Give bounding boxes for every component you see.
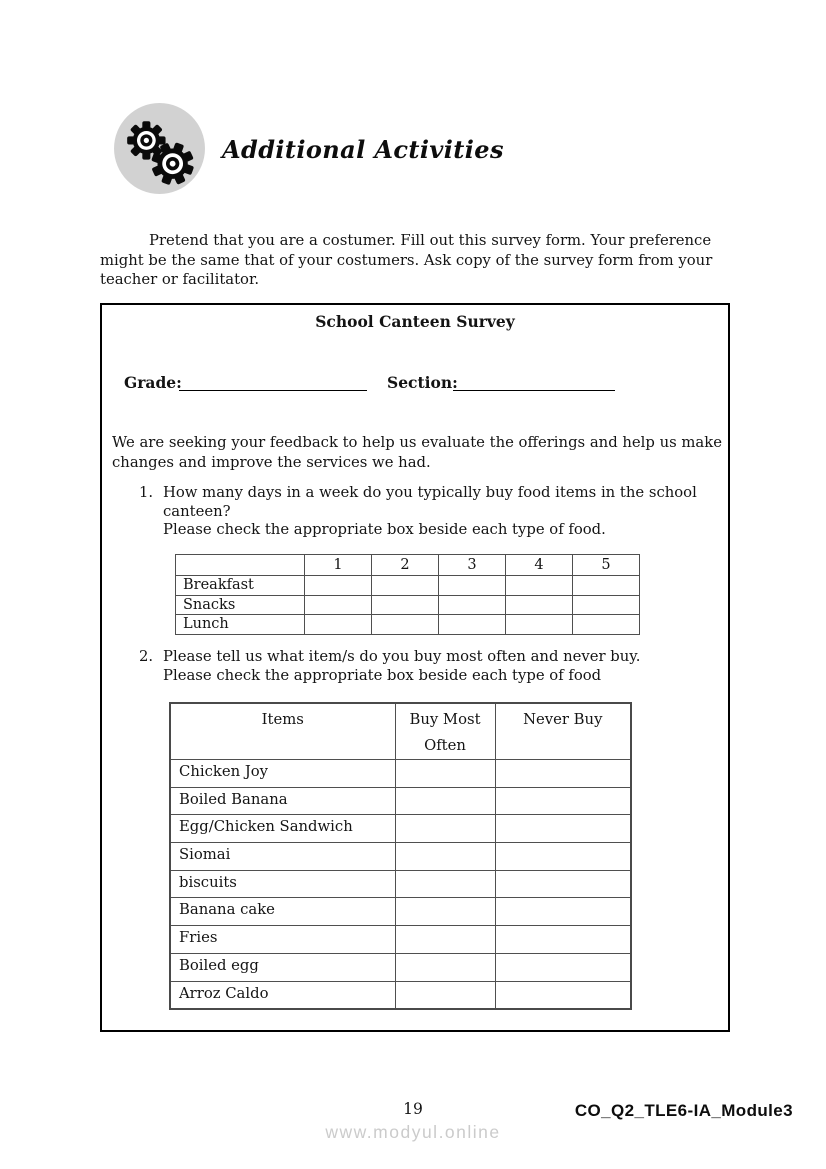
q1-checkbox-cell	[372, 595, 439, 615]
intro-line: teacher or facilitator.	[100, 271, 260, 289]
question-1	[139, 484, 697, 540]
q1-row-label: Lunch	[176, 615, 305, 635]
q2-header-never-buy: Never Buy	[495, 703, 631, 760]
q2-checkbox-cell	[395, 760, 495, 788]
question-1-line: Please check the appropriate box beside each type of food.	[163, 521, 606, 539]
q2-items-table	[169, 702, 632, 1010]
feedback-line: changes and improve the services we had.	[112, 454, 431, 471]
survey-form	[100, 303, 730, 1032]
question-1-number: 1.	[139, 484, 154, 501]
q2-item-row	[170, 843, 631, 871]
q1-checkbox-cell	[506, 576, 573, 596]
q2-item-label: Banana cake	[170, 898, 395, 926]
question-1-line: canteen?	[163, 502, 231, 520]
q2-checkbox-cell	[495, 760, 631, 788]
page-title: Additional Activities	[222, 135, 504, 164]
q2-item-row	[170, 815, 631, 843]
q1-header-row	[176, 555, 640, 576]
q2-checkbox-cell	[495, 953, 631, 981]
q1-checkbox-cell	[439, 595, 506, 615]
q2-checkbox-cell	[395, 926, 495, 954]
q1-header-cell: 2	[372, 555, 439, 576]
q2-item-row	[170, 787, 631, 815]
q2-item-row	[170, 898, 631, 926]
q2-item-label: Fries	[170, 926, 395, 954]
question-2-line: Please check the appropriate box beside each type of food	[163, 666, 602, 684]
q1-row-label: Snacks	[176, 595, 305, 615]
q2-item-label: Boiled Banana	[170, 787, 395, 815]
q2-item-label: Chicken Joy	[170, 760, 395, 788]
q2-checkbox-cell	[395, 870, 495, 898]
q2-checkbox-cell	[495, 815, 631, 843]
q1-row-snacks	[176, 595, 640, 615]
q1-header-cell: 4	[506, 555, 573, 576]
q2-checkbox-cell	[495, 870, 631, 898]
q2-checkbox-cell	[395, 953, 495, 981]
q2-checkbox-cell	[495, 898, 631, 926]
q2-checkbox-cell	[395, 981, 495, 1009]
q1-checkbox-cell	[439, 615, 506, 635]
q1-checkbox-cell	[506, 615, 573, 635]
section-blank-line	[453, 373, 615, 391]
q1-checkbox-cell	[573, 576, 640, 596]
q2-header-buy-most-often: Buy Most Often	[395, 703, 495, 760]
q1-header-cell: 3	[439, 555, 506, 576]
q2-checkbox-cell	[495, 981, 631, 1009]
q2-item-row	[170, 953, 631, 981]
q1-checkbox-cell	[439, 576, 506, 596]
intro-paragraph	[100, 231, 720, 290]
q2-checkbox-cell	[395, 843, 495, 871]
q1-header-cell: 5	[573, 555, 640, 576]
grade-section-row	[102, 373, 728, 395]
q1-row-breakfast	[176, 576, 640, 596]
q2-item-row	[170, 870, 631, 898]
q2-item-row	[170, 760, 631, 788]
grade-label: Grade:	[124, 373, 182, 392]
q2-item-label: Siomai	[170, 843, 395, 871]
q2-checkbox-cell	[395, 898, 495, 926]
q2-item-label: Boiled egg	[170, 953, 395, 981]
q2-checkbox-cell	[395, 815, 495, 843]
q2-item-row	[170, 981, 631, 1009]
feedback-line: We are seeking your feedback to help us evaluate the offerings and help us make	[112, 434, 722, 451]
q2-item-row	[170, 926, 631, 954]
feedback-text	[112, 433, 728, 473]
q1-checkbox-cell	[372, 615, 439, 635]
question-2-line: Please tell us what item/s do you buy most often and never buy.	[163, 648, 641, 665]
q1-checkbox-cell	[573, 615, 640, 635]
gears-icon	[112, 99, 207, 194]
q2-header-row	[170, 703, 631, 760]
q1-checkbox-cell	[305, 576, 372, 596]
q1-checkbox-cell	[573, 595, 640, 615]
question-1-line: How many days in a week do you typically buy food items in the school	[163, 484, 697, 501]
question-2-number: 2.	[139, 648, 154, 665]
survey-title: School Canteen Survey	[315, 312, 515, 331]
q2-checkbox-cell	[395, 787, 495, 815]
q1-header-empty-cell	[176, 555, 305, 576]
q1-frequency-table	[175, 554, 640, 635]
q1-checkbox-cell	[506, 595, 573, 615]
intro-line: might be the same that of your costumers. Ask copy of the survey form from your	[100, 251, 713, 269]
q2-checkbox-cell	[495, 787, 631, 815]
q1-checkbox-cell	[305, 595, 372, 615]
watermark: www.modyul.online	[325, 1122, 501, 1142]
q1-checkbox-cell	[372, 576, 439, 596]
q1-row-lunch	[176, 615, 640, 635]
intro-line: Pretend that you are a costumer. Fill out this survey form. Your preference	[149, 232, 712, 249]
q1-checkbox-cell	[305, 615, 372, 635]
q2-checkbox-cell	[495, 843, 631, 871]
question-2	[139, 648, 640, 685]
page-number: 19	[403, 1100, 423, 1118]
q2-checkbox-cell	[495, 926, 631, 954]
q1-header-cell: 1	[305, 555, 372, 576]
q2-item-label: biscuits	[170, 870, 395, 898]
q1-row-label: Breakfast	[176, 576, 305, 596]
q2-item-label: Arroz Caldo	[170, 981, 395, 1009]
module-code: CO_Q2_TLE6-IA_Module3	[574, 1101, 793, 1120]
q2-item-label: Egg/Chicken Sandwich	[170, 815, 395, 843]
q2-header-items: Items	[170, 703, 395, 760]
grade-blank-line	[179, 373, 367, 391]
section-label: Section:	[387, 373, 458, 392]
